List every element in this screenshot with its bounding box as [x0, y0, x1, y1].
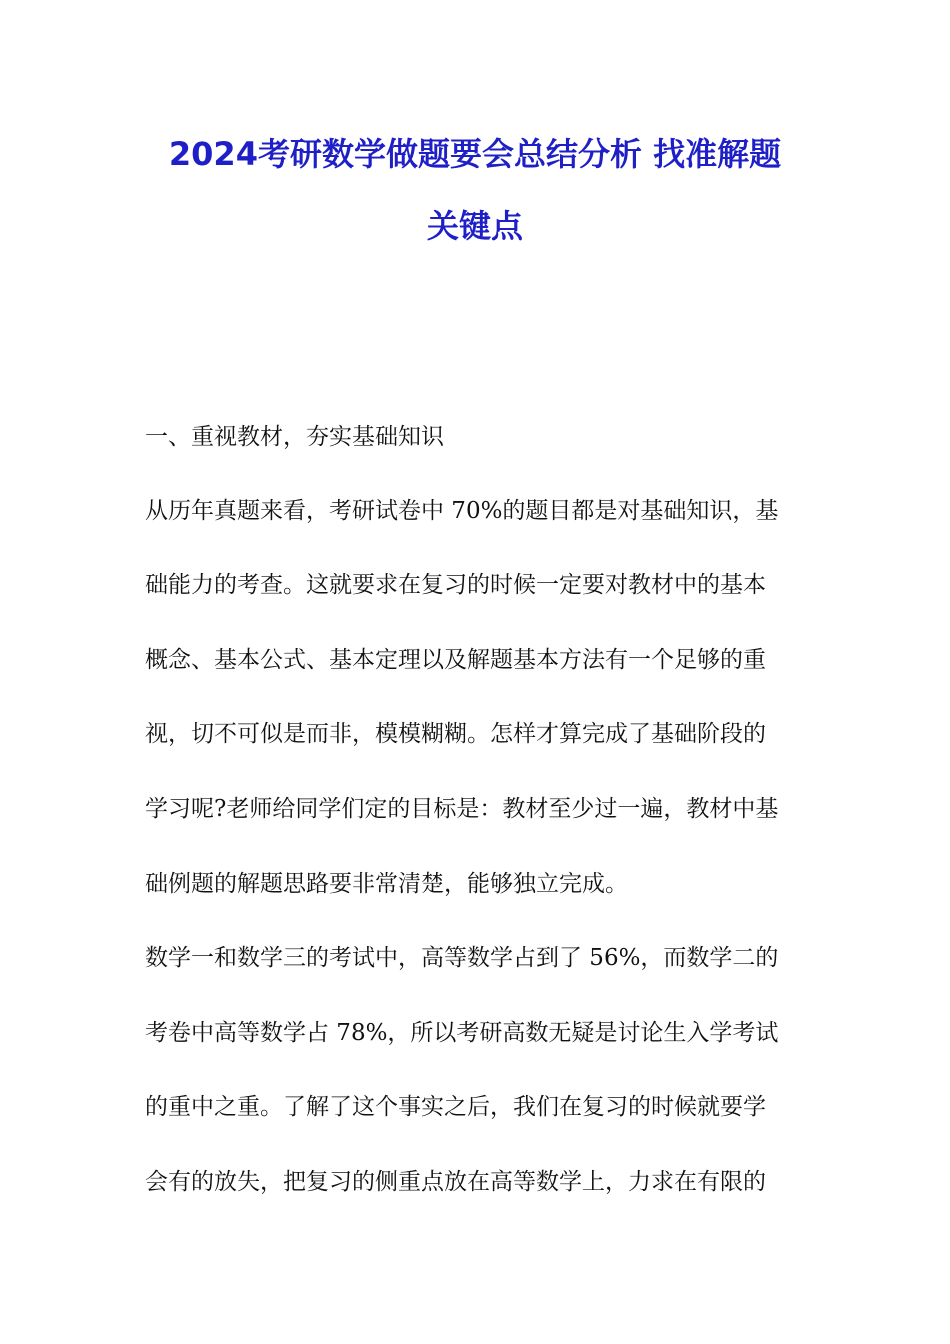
paragraph-1-line-1: 从历年真题来看，考研试卷中 70%的题目都是对基础知识，基 [145, 498, 779, 524]
document-title-line-2: 关键点 [426, 207, 523, 245]
paragraph-1-line-5: 学习呢?老师给同学们定的目标是：教材至少过一遍，教材中基 [145, 796, 779, 822]
paragraph-2-line-2: 考卷中高等数学占 78%，所以考研高数无疑是讨论生入学考试 [145, 1020, 779, 1046]
paragraph-2-line-1: 数学一和数学三的考试中，高等数学占到了 56%，而数学二的 [145, 945, 779, 971]
paragraph-1-line-4: 视，切不可似是而非，模模糊糊。怎样才算完成了基础阶段的 [145, 721, 766, 747]
document-title-line-1: 2024考研数学做题要会总结分析 找准解题 [168, 135, 782, 173]
paragraph-1-line-6: 础例题的解题思路要非常清楚，能够独立完成。 [145, 871, 628, 897]
paragraph-1-line-2: 础能力的考查。这就要求在复习的时候一定要对教材中的基本 [145, 572, 766, 598]
paragraph-2-line-3: 的重中之重。了解了这个事实之后，我们在复习的时候就要学 [145, 1094, 766, 1120]
section-heading: 一、重视教材，夯实基础知识 [145, 424, 444, 450]
paragraph-1-line-3: 概念、基本公式、基本定理以及解题基本方法有一个足够的重 [145, 647, 766, 673]
paragraph-2-line-4: 会有的放失，把复习的侧重点放在高等数学上，力求在有限的 [145, 1169, 766, 1195]
